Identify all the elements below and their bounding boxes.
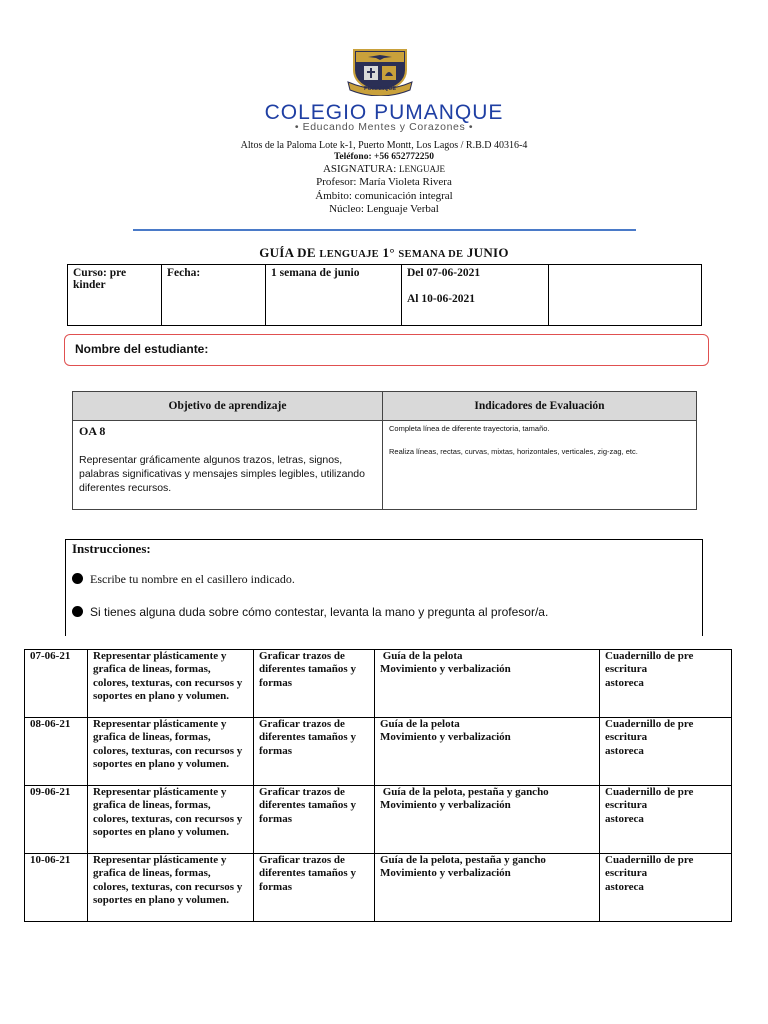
instruction-item [72, 572, 295, 587]
title-month: JUNIO [466, 245, 509, 260]
table-row [25, 718, 732, 786]
student-name-label: Nombre del estudiante: [75, 342, 209, 356]
title-grade: 1° [382, 245, 395, 260]
table-row [25, 786, 732, 854]
course-info-table [67, 264, 702, 326]
bullet-icon [72, 573, 83, 584]
schedule-activity: Graficar trazos de diferentes tamaños y formas [254, 718, 375, 786]
table-row [25, 650, 732, 718]
school-name: COLEGIO PUMANQUE [264, 101, 504, 124]
svg-text:PUMANQUE: PUMANQUE [363, 86, 397, 92]
schedule-objective: Representar plásticamente y grafica de lineas, formas, colores, texturas, con recursos y soportes en plano y volumen. [88, 718, 254, 786]
schedule-material [600, 650, 732, 718]
school-address: Altos de la Paloma Lote k-1, Puerto Montt, Los Lagos / R.B.D 40316-4 [240, 140, 528, 151]
material-name: Cuadernillo de pre escritura [605, 854, 694, 880]
schedule-objective: Representar plásticamente y grafica de lineas, formas, colores, texturas, con recursos y soportes en plano y volumen. [88, 854, 254, 922]
schedule-date: 08-06-21 [25, 718, 88, 786]
guide-detail: Movimiento y verbalización [380, 799, 511, 812]
date-label-cell: Fecha: [162, 265, 266, 326]
guide-detail: Movimiento y verbalización [380, 663, 511, 676]
material-name: Cuadernillo de pre escritura [605, 786, 694, 812]
date-range-cell [402, 265, 549, 326]
material-brand: astoreca [605, 744, 644, 757]
material-name: Cuadernillo de pre escritura [605, 650, 694, 676]
course-cell: Curso: pre kinder [68, 265, 162, 326]
schedule-guide [375, 786, 600, 854]
title-subject: LENGUAJE [319, 249, 379, 260]
guide-detail: Movimiento y verbalización [380, 731, 511, 744]
core-line: Núcleo: Lenguaje Verbal [329, 203, 439, 215]
week-cell: 1 semana de junio [266, 265, 402, 326]
guide-name: Guía de la pelota [380, 650, 463, 662]
objectives-table [72, 391, 697, 510]
bullet-icon [72, 606, 83, 617]
instruction-text: Escribe tu nombre en el casillero indicado. [90, 572, 295, 586]
guide-name: Guía de la pelota [380, 718, 460, 730]
school-phone: Teléfono: +56 652772250 [333, 152, 435, 162]
title-week: SEMANA DE [398, 249, 464, 260]
indicator-item: Realiza líneas, rectas, curvas, mixtas, horizontales, verticales, zig-zag, etc. [389, 447, 638, 456]
guide-name: Guía de la pelota, pestaña y gancho [380, 854, 546, 866]
indicators-cell [383, 421, 697, 510]
material-brand: astoreca [605, 880, 644, 893]
schedule-material [600, 854, 732, 922]
material-name: Cuadernillo de pre escritura [605, 718, 694, 744]
student-name-field[interactable] [64, 334, 709, 366]
subject-value: LENGUAJE [399, 164, 446, 174]
schedule-date: 09-06-21 [25, 786, 88, 854]
indicators-header: Indicadores de Evaluación [383, 392, 697, 421]
schedule-activity: Graficar trazos de diferentes tamaños y formas [254, 854, 375, 922]
instruction-text: Si tienes alguna duda sobre cómo contestar, levanta la mano y pregunta al profesor/a. [90, 605, 549, 619]
instructions-box [65, 539, 703, 636]
date-from: Del 07-06-2021 [407, 267, 481, 279]
header-divider [133, 229, 636, 231]
school-motto: • Educando Mentes y Corazones • [294, 121, 474, 133]
schedule-material [600, 718, 732, 786]
schedule-guide [375, 718, 600, 786]
date-to: Al 10-06-2021 [407, 293, 476, 305]
guide-title [0, 245, 768, 261]
blank-cell [549, 265, 702, 326]
ambit-line: Ámbito: comunicación integral [315, 190, 453, 202]
oa-text: Representar gráficamente algunos trazos, letras, signos, palabras significativas y mensajes simples legibles, utilizando diferentes recursos. [79, 454, 365, 494]
objective-cell [73, 421, 383, 510]
school-crest-logo [340, 46, 420, 96]
schedule-date: 10-06-21 [25, 854, 88, 922]
objective-header: Objetivo de aprendizaje [73, 392, 383, 421]
schedule-date: 07-06-21 [25, 650, 88, 718]
title-main: GUÍA DE [259, 245, 316, 260]
schedule-guide [375, 650, 600, 718]
indicator-item: Completa línea de diferente trayectoria, tamaño. [389, 424, 550, 433]
teacher-line: Profesor: María Violeta Rivera [316, 176, 452, 188]
material-brand: astoreca [605, 676, 644, 689]
schedule-material [600, 786, 732, 854]
table-row [25, 854, 732, 922]
instruction-item [72, 605, 548, 619]
schedule-guide [375, 854, 600, 922]
schedule-activity: Graficar trazos de diferentes tamaños y formas [254, 650, 375, 718]
oa-code: OA 8 [79, 424, 106, 438]
guide-name: Guía de la pelota, pestaña y gancho [380, 786, 549, 798]
schedule-table [24, 649, 732, 922]
schedule-activity: Graficar trazos de diferentes tamaños y formas [254, 786, 375, 854]
material-brand: astoreca [605, 812, 644, 825]
subject-label: ASIGNATURA: [322, 163, 397, 175]
schedule-objective: Representar plásticamente y grafica de lineas, formas, colores, texturas, con recursos y soportes en plano y volumen. [88, 786, 254, 854]
schedule-objective: Representar plásticamente y grafica de lineas, formas, colores, texturas, con recursos y soportes en plano y volumen. [88, 650, 254, 718]
instructions-title: Instrucciones: [72, 541, 151, 556]
subject-line [0, 163, 768, 176]
guide-detail: Movimiento y verbalización [380, 867, 511, 880]
